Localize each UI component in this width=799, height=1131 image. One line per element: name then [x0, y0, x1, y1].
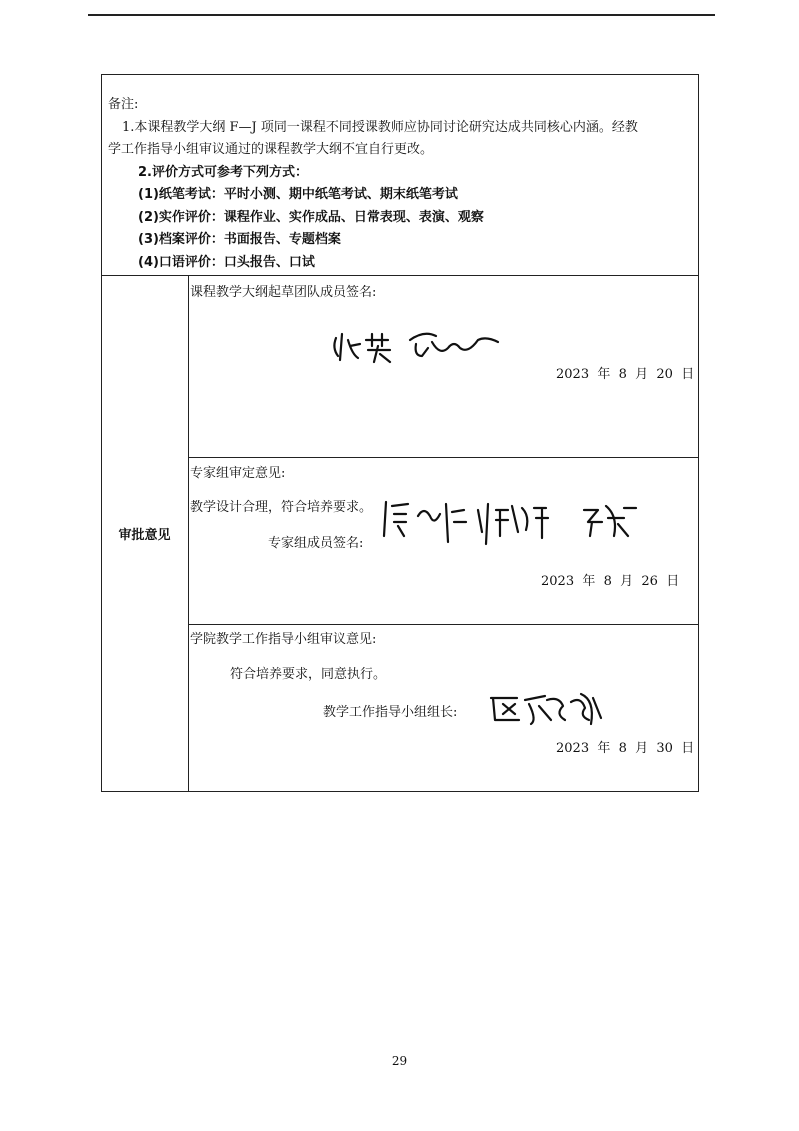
table-border-left	[101, 74, 102, 792]
eval-item-1: (1)纸笔考试：平时小测、期中纸笔考试、期末纸笔考试	[138, 187, 458, 202]
college-opinion: 符合培养要求，同意执行。	[230, 667, 387, 682]
eval-item-2: (2)实作评价：课程作业、实作成品、日常表现、表演、观察	[138, 209, 484, 225]
drafting-date: 2023 年 8 月 20 日	[556, 367, 695, 382]
notes-line2: 学工作指导小组审议通过的课程教学大纲不宜自行更改。	[108, 142, 434, 157]
notes-heading: 备注:	[108, 97, 139, 112]
notes-line1: 1.本课程教学大纲 F—J 项同一课程不同授课教师应协同讨论研究达成共同核心内涵。经教	[122, 119, 638, 135]
eval-item-3: (3)档案评价：书面报告、专题档案	[138, 232, 341, 247]
header-rule	[88, 14, 715, 16]
expert-date: 2023 年 8 月 26 日	[541, 574, 680, 589]
expert-opinion: 教学设计合理，符合培养要求。	[190, 500, 373, 515]
table-border-right	[698, 74, 699, 792]
college-leader-label: 教学工作指导小组组长:	[323, 705, 458, 720]
drafting-title: 课程教学大纲起草团队成员签名:	[190, 285, 377, 300]
college-leader-signature	[485, 690, 605, 730]
table-border-top	[101, 74, 699, 75]
eval-heading: 2.评价方式可参考下列方式：	[138, 164, 308, 180]
notes-section	[108, 94, 693, 274]
drafting-divider	[188, 457, 699, 458]
expert-members-signature	[378, 496, 658, 551]
eval-item-4: (4)口语评价：口头报告、口试	[138, 254, 315, 270]
drafting-team-signature	[328, 326, 508, 366]
label-column-divider	[188, 275, 189, 792]
notes-divider	[101, 275, 699, 276]
expert-signature-label: 专家组成员签名:	[268, 536, 364, 551]
expert-divider	[188, 624, 699, 625]
page-number: 29	[391, 1054, 408, 1068]
table-border-bottom	[101, 791, 699, 792]
college-title: 学院教学工作指导小组审议意见:	[190, 632, 377, 647]
college-date: 2023 年 8 月 30 日	[556, 741, 695, 756]
expert-title: 专家组审定意见:	[190, 466, 286, 481]
review-label: 审批意见	[118, 528, 171, 543]
